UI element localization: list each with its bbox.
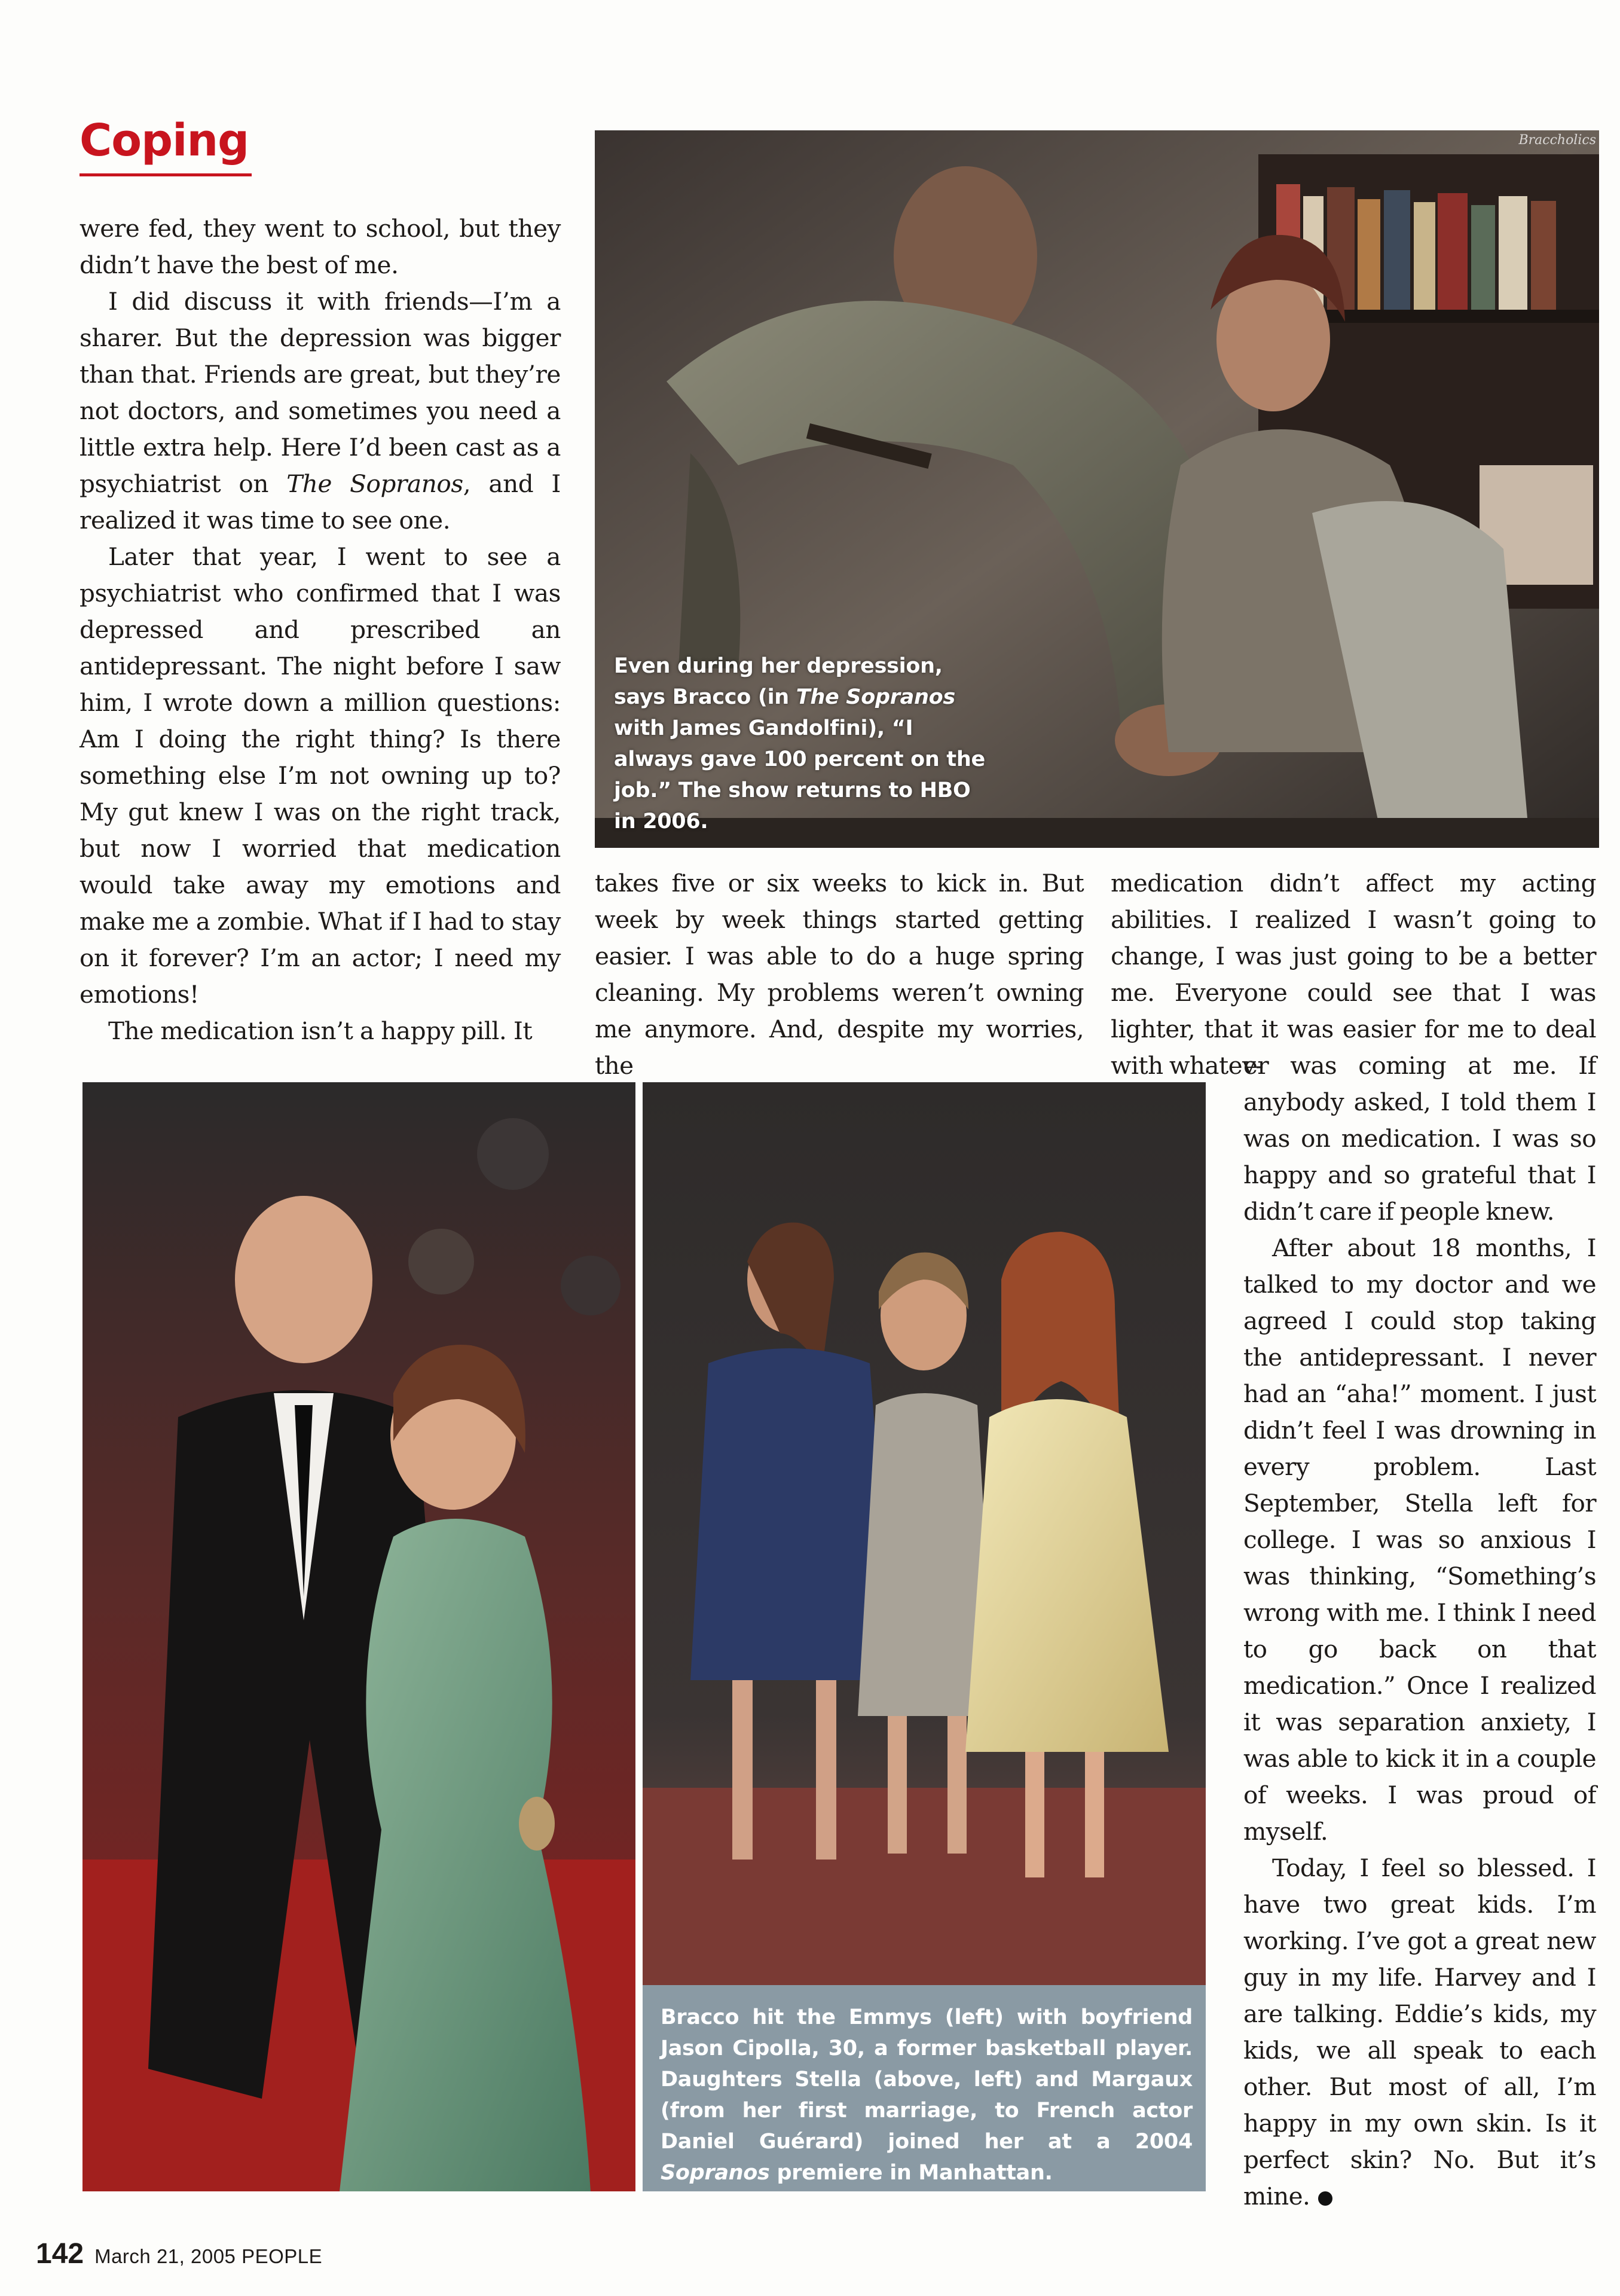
paragraph: takes five or six weeks to kick in. But week by week things started getting easier. I was able to do a huge spring cleaning. My problems weren’t owning me anymore. And, despite my worries, the [595, 869, 1084, 1080]
paragraph: medication didn’t affect my acting abilities. I realized I wasn’t going to change, I was just going to be a better me. Everyone could see that I was lighter, that it was easier for me to deal with whatev- [1111, 869, 1596, 1080]
paragraph: er was coming at me. If anybody asked, I told them I was on medication. I was so happy and so grateful that I didn’t care if people knew. [1243, 1051, 1596, 1226]
paragraph: After about 18 months, I talked to my doctor and we agreed I could stop taking the antidepressant. I never had an “aha!” moment. I just didn’t feel I was drowning in every problem. Last September, Stella left for college. I was so anxious I was thinking, “Something’s wrong with me. I think I need to go back on that medication.” Once I realized it was separation anxiety, I was able to kick it in a couple of weeks. I was proud of myself. [1243, 1234, 1596, 1846]
paragraph: Later that year, I went to see a psychiatrist who confirmed that I was depressed and prescribed an antidepressant. The night before I saw him, I wrote down a million questions: Am I doing the right thing? Is there something else I’m not owning up to? My gut knew I was on the right track, but now I worried that medication would take away my emotions and make me a zombie. What if I had to stay on it forever? I’m an actor; I need my emotions! [80, 542, 561, 1009]
paragraph: I did discuss it with friends—I’m a sharer. But the depression was bigger than that. Friends are great, but they’re not doctors, and sometimes you need a little extra help. Here I’d been cast as a psychiatrist on The Sopranos, and I realized it was time to see one. [80, 287, 561, 535]
photo-caption-top: Even during her depression, says Bracco (in The Sopranos with James Gandolfini), “I always gave 100 percent on the job.” The show returns to HBO in 2006. [614, 654, 985, 833]
photo-caption-box [643, 1985, 1206, 2191]
section-rule [80, 173, 252, 176]
body-column-2 [595, 865, 1084, 1084]
section-title: Coping [80, 115, 249, 166]
end-mark [1318, 2191, 1332, 2206]
body-column-4 [1243, 1048, 1596, 2215]
issue-date: March 21, 2005 PEOPLE [94, 2245, 323, 2267]
page-number: 142 [36, 2238, 84, 2270]
photo-emmys-image [82, 1082, 635, 2191]
page-footer [36, 2237, 322, 2270]
photo-emmys [82, 1082, 635, 2191]
photo-premiere-image [643, 1082, 1206, 1985]
watermark-logo: Braccholics [1518, 133, 1596, 148]
paragraph: The medication isn’t a happy pill. It [108, 1016, 533, 1045]
photo-caption-bottom: Bracco hit the Emmys (left) with boyfriend Jason Cipolla, 30, a former basketball player. Daughters Stella (above, left) and Margaux (from her first marriage, to French actor Daniel Guérard) joined her at a 2004 Sopranos premiere in Manhattan. [661, 2005, 1193, 2185]
body-column-1 [80, 210, 561, 1049]
show-title: The Sopranos [286, 469, 463, 498]
paragraph: Today, I feel so blessed. I have two great kids. I’m working. I’ve got a great new guy in my life. Harvey and I are talking. Eddie’s kids, my kids, we all speak to each other. But most of all, I’m happy in my own skin. Is it perfect skin? No. But it’s mine. [1243, 1854, 1596, 2210]
paragraph: were fed, they went to school, but they didn’t have the best of me. [80, 214, 561, 279]
